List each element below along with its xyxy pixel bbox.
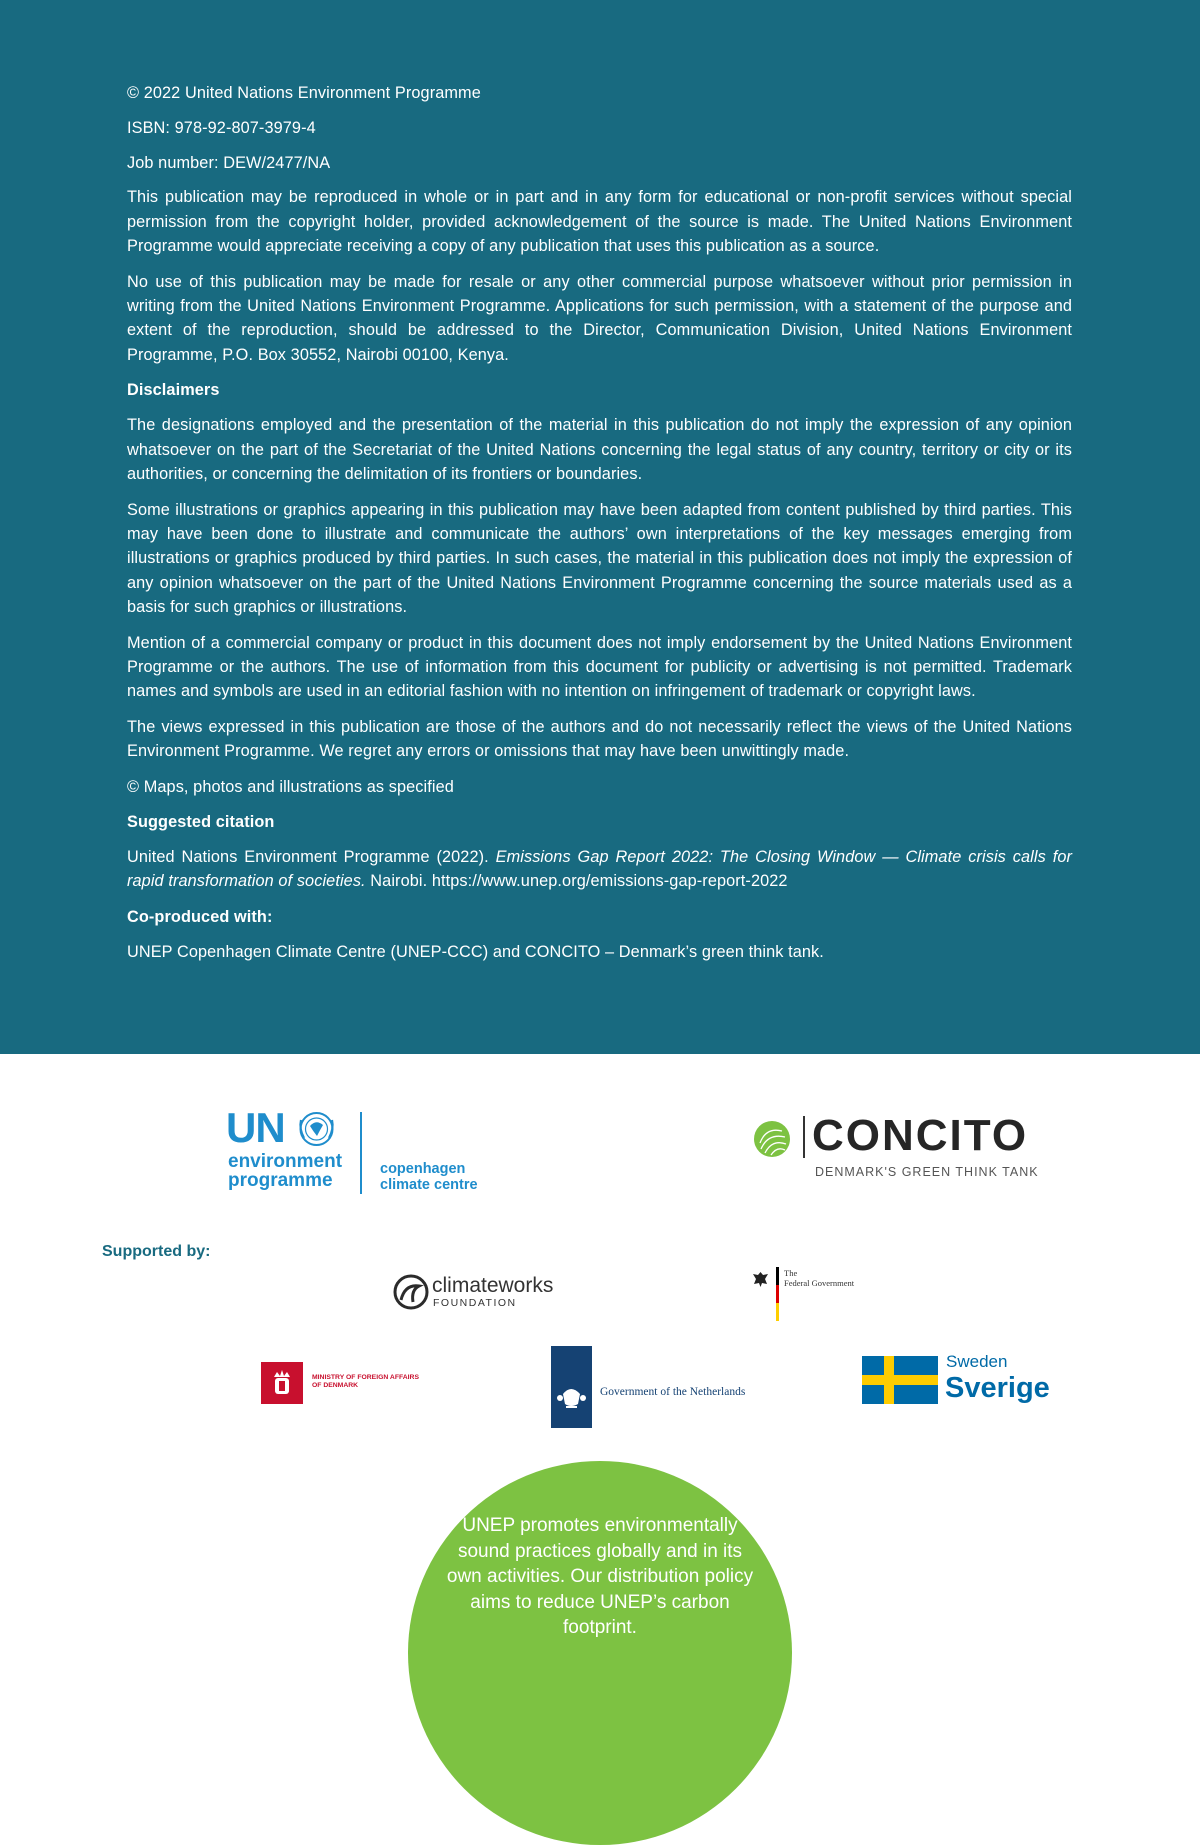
concito-wordmark: CONCITO	[812, 1111, 1029, 1160]
federal-government-text	[784, 1268, 854, 1288]
denmark-mfa-logo	[261, 1362, 461, 1404]
ccc-line-2: climate centre	[380, 1176, 478, 1193]
german-flag-bar	[776, 1267, 779, 1321]
german-federal-government-logo	[752, 1267, 872, 1323]
citation-suffix: Nairobi. https://www.unep.org/emissions-gap-report-2022	[365, 872, 788, 891]
job-number-line: Job number: DEW/2477/NA	[127, 153, 331, 172]
legal-text-block	[127, 81, 1072, 974]
netherlands-coat-of-arms-icon	[551, 1346, 592, 1428]
reproduction-paragraph: This publication may be reproduced in whole or in part and in any form for educational or non-profit services without special permission from the copyright holder, provided acknowledgement of the source is made. The United Nations Environment Programme would appreciate receiving a copy of any publication that uses this publication as a source.	[127, 188, 1072, 255]
disclaimer-paragraph-2: Some illustrations or graphics appearing in this publication may have been adapted from content published by third parties. This may have been done to illustrate and communicate the authors’ own interpretations of the key messages emerging from illustrations or graphics produced by third parties. In such cases, the material in this publication does not imply the expression of any opinion whatsoever on the part of the United Nations Environment Programme concerning the source materials used as a basis for such graphics or illustrations.	[127, 500, 1072, 616]
concito-fingerprint-icon	[752, 1119, 792, 1159]
concito-divider	[803, 1116, 805, 1158]
climateworks-foundation: FOUNDATION	[433, 1297, 517, 1309]
isbn-line: ISBN: 978-92-807-3979-4	[127, 118, 316, 137]
swedish-flag-icon	[862, 1356, 938, 1404]
climateworks-logo	[393, 1272, 553, 1312]
unep-logo-divider	[360, 1112, 362, 1194]
denmark-mfa-text	[312, 1374, 419, 1390]
concito-logo	[752, 1111, 1048, 1179]
citation-heading: Suggested citation	[127, 812, 275, 831]
ccc-line-1: copenhagen	[380, 1161, 466, 1177]
disclaimer-paragraph-4: The views expressed in this publication are those of the authors and do not necessarily reflect the views of the United Nations Environment Programme. We regret any errors or omissions that may have been unwittingly made.	[127, 718, 1072, 761]
unep-environment-word: environment	[228, 1151, 343, 1172]
unep-programme-word: programme	[228, 1170, 333, 1191]
copyright-line: © 2022 United Nations Environment Programme	[127, 84, 481, 102]
coproduced-heading: Co-produced with:	[127, 907, 273, 926]
concito-tagline: DENMARK'S GREEN THINK TANK	[815, 1165, 1039, 1179]
resale-paragraph: No use of this publication may be made for resale or any other commercial purpose whatsoever without prior permission in writing from the United Nations Environment Programme. Applications for such permission, with a statement of the purpose and extent of the reproduction, should be addressed to the Director, Communication Division, United Nations Environment Programme, P.O. Box 30552, Nairobi 00100, Kenya.	[127, 272, 1072, 364]
unep-statement: UNEP promotes environmentally sound practices globally and in its own activities. Our distribution policy aims to reduce UNEP’s carbon footprint.	[446, 1515, 754, 1639]
sweden-swedish-name: Sverige	[945, 1372, 1050, 1404]
climateworks-wordmark: climateworks	[432, 1274, 554, 1297]
sweden-logo	[862, 1353, 1062, 1409]
un-emblem-icon	[296, 1110, 337, 1148]
unep-environment-programme	[228, 1152, 342, 1190]
netherlands-text: Government of the Netherlands	[600, 1386, 746, 1398]
federal-gov-line-2: Federal Government	[784, 1278, 855, 1288]
citation-prefix: United Nations Environment Programme (2022).	[127, 847, 496, 866]
climateworks-swirl-icon	[393, 1274, 429, 1310]
unep-un-letters: UN	[226, 1104, 285, 1151]
dk-line-2: OF DENMARK	[312, 1382, 359, 1389]
unep-copenhagen-logo	[226, 1104, 486, 1197]
danish-crown-emblem	[261, 1362, 303, 1404]
disclaimer-paragraph-3: Mention of a commercial company or product in this document does not imply endorsement by the United Nations Environment Programme or the authors. The use of information from this document for publicity or advertising is not permitted. Trademark names and symbols are used in an editorial fashion with no intention on infringement of trademark or copyright laws.	[127, 633, 1072, 701]
maps-note: © Maps, photos and illustrations as specified	[127, 778, 454, 797]
citation-paragraph	[127, 845, 1072, 894]
copenhagen-climate-centre-text	[380, 1162, 478, 1193]
supported-by-label: Supported by:	[102, 1243, 211, 1260]
crown-icon	[261, 1362, 303, 1404]
disclaimer-paragraph-1: The designations employed and the presentation of the material in this publication do not imply the expression of any opinion whatsoever on the part of the Secretariat of the United Nations concerning the legal status of any country, territory or city or its authorities, or concerning the delimitation of its frontiers or boundaries.	[127, 416, 1072, 483]
dk-line-1: MINISTRY OF FOREIGN AFFAIRS	[312, 1374, 419, 1381]
sweden-english-name: Sweden	[946, 1352, 1008, 1371]
disclaimers-heading: Disclaimers	[127, 381, 220, 400]
federal-eagle-icon	[752, 1271, 769, 1288]
federal-gov-line-1: The	[784, 1268, 798, 1278]
netherlands-blue-bar	[551, 1346, 592, 1428]
citation-title: Emissions Gap Report 2022: The Closing Window — Climate crisis calls for rapid transformation of societies.	[127, 847, 1072, 891]
netherlands-government-logo	[551, 1346, 766, 1428]
coproduced-text: UNEP Copenhagen Climate Centre (UNEP-CCC) and CONCITO – Denmark’s green think tank.	[127, 942, 824, 961]
